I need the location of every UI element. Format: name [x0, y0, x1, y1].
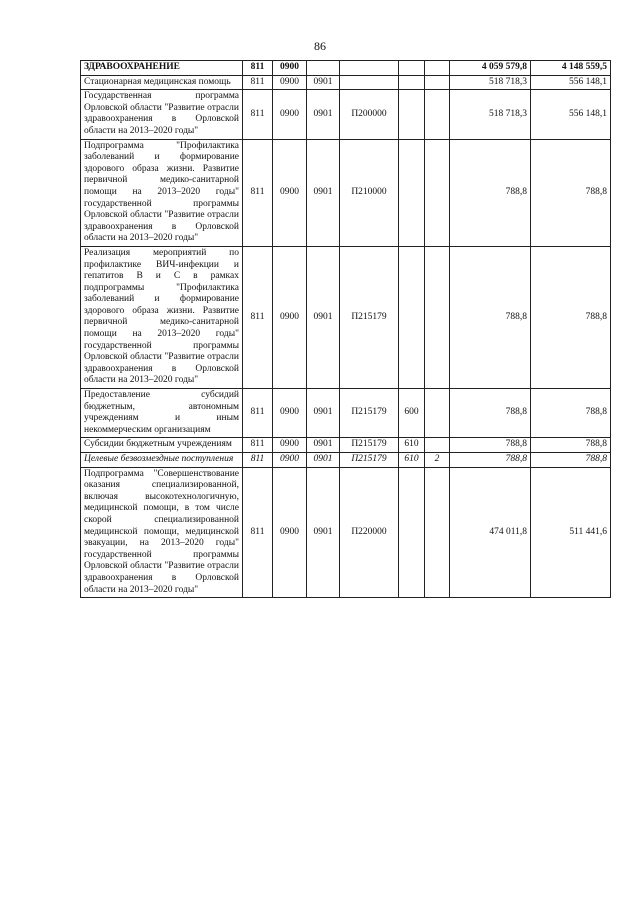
- ved-code: 811: [243, 246, 273, 388]
- amount-year-1: 788,8: [450, 438, 531, 453]
- amount-year-2: 4 148 559,5: [531, 61, 611, 76]
- section-code: 0900: [273, 389, 307, 438]
- amount-year-1: 788,8: [450, 246, 531, 388]
- target-article-code: П215179: [340, 246, 399, 388]
- page-number: 86: [314, 39, 326, 53]
- section-code: 0900: [273, 438, 307, 453]
- amount-year-1: 518 718,3: [450, 75, 531, 90]
- section-code: 0900: [273, 61, 307, 76]
- table-row: [81, 467, 611, 598]
- expense-type-code: 610: [399, 453, 425, 468]
- subsection-code: 0901: [307, 90, 340, 139]
- ved-code: 811: [243, 75, 273, 90]
- expense-type-code: [399, 61, 425, 76]
- target-article-code: П215179: [340, 389, 399, 438]
- section-code: 0900: [273, 90, 307, 139]
- amount-year-1: 474 011,8: [450, 467, 531, 598]
- amount-year-2: 511 441,6: [531, 467, 611, 598]
- amount-year-2: 788,8: [531, 453, 611, 468]
- ved-code: 811: [243, 139, 273, 246]
- row-name: ЗДРАВООХРАНЕНИЕ: [81, 61, 243, 76]
- table-row: [81, 61, 611, 76]
- amount-year-1: 4 059 579,8: [450, 61, 531, 76]
- section-code: 0900: [273, 139, 307, 246]
- source-code: [425, 246, 450, 388]
- section-code: 0900: [273, 467, 307, 598]
- subsection-code: 0901: [307, 438, 340, 453]
- source-code: 2: [425, 453, 450, 468]
- section-code: 0900: [273, 75, 307, 90]
- target-article-code: [340, 75, 399, 90]
- ved-code: 811: [243, 90, 273, 139]
- source-code: [425, 438, 450, 453]
- source-code: [425, 139, 450, 246]
- source-code: [425, 467, 450, 598]
- amount-year-2: 788,8: [531, 438, 611, 453]
- amount-year-1: 518 718,3: [450, 90, 531, 139]
- subsection-code: 0901: [307, 467, 340, 598]
- table-row: [81, 90, 611, 139]
- table-row: [81, 438, 611, 453]
- section-code: 0900: [273, 246, 307, 388]
- row-name: Предоставление субсидий бюджетным, автономным учреждениям и иным некоммерческим организациям: [81, 389, 243, 438]
- target-article-code: П210000: [340, 139, 399, 246]
- subsection-code: 0901: [307, 75, 340, 90]
- target-article-code: П200000: [340, 90, 399, 139]
- row-name: Реализация мероприятий по профилактике ВИЧ-инфекции и гепатитов В и С в рамках подпрограммы "Профилактика заболеваний и формирование здорового образа жизни. Развитие первичной медико-санитарной помощи на 2013–2020 годы" государственной программы Орловской области "Развитие отрасли здравоохранения в Орловской области на 2013–2020 годы": [81, 246, 243, 388]
- ved-code: 811: [243, 61, 273, 76]
- target-article-code: П220000: [340, 467, 399, 598]
- table-row: [81, 246, 611, 388]
- table-row: [81, 139, 611, 246]
- row-name: Стационарная медицинская помощь: [81, 75, 243, 90]
- target-article-code: [340, 61, 399, 76]
- target-article-code: П215179: [340, 438, 399, 453]
- ved-code: 811: [243, 438, 273, 453]
- subsection-code: [307, 61, 340, 76]
- amount-year-2: 556 148,1: [531, 90, 611, 139]
- expense-type-code: [399, 467, 425, 598]
- ved-code: 811: [243, 389, 273, 438]
- subsection-code: 0901: [307, 246, 340, 388]
- expense-type-code: [399, 90, 425, 139]
- table-row: [81, 75, 611, 90]
- amount-year-2: 788,8: [531, 246, 611, 388]
- ved-code: 811: [243, 453, 273, 468]
- ved-code: 811: [243, 467, 273, 598]
- expense-type-code: [399, 246, 425, 388]
- row-name: Государственная программа Орловской области "Развитие отрасли здравоохранения в Орловской области на 2013–2020 годы": [81, 90, 243, 139]
- amount-year-1: 788,8: [450, 389, 531, 438]
- row-name: Подпрограмма "Профилактика заболеваний и формирование здорового образа жизни. Развитие первичной медико-санитарной помощи на 2013–2020 годы" государственной программы Орловской области "Развитие отрасли здравоохранения в Орловской области на 2013–2020 годы": [81, 139, 243, 246]
- amount-year-2: 788,8: [531, 389, 611, 438]
- row-name: Субсидии бюджетным учреждениям: [81, 438, 243, 453]
- subsection-code: 0901: [307, 139, 340, 246]
- section-code: 0900: [273, 453, 307, 468]
- row-name: Подпрограмма "Совершенствование оказания специализированной, включая высокотехнологичную, медицинской помощи, в том числе скорой специализированной медицинской помощи, медицинской эвакуации, на 2013–2020 годы" государственной программы Орловской области "Развитие отрасли здравоохранения в Орловской области на 2013–2020 годы": [81, 467, 243, 598]
- target-article-code: П215179: [340, 453, 399, 468]
- amount-year-2: 788,8: [531, 139, 611, 246]
- table-row: [81, 389, 611, 438]
- expense-type-code: [399, 139, 425, 246]
- amount-year-1: 788,8: [450, 453, 531, 468]
- source-code: [425, 61, 450, 76]
- source-code: [425, 75, 450, 90]
- subsection-code: 0901: [307, 389, 340, 438]
- source-code: [425, 389, 450, 438]
- budget-table: [80, 60, 611, 598]
- amount-year-1: 788,8: [450, 139, 531, 246]
- row-name: Целевые безвозмездные поступления: [81, 453, 243, 468]
- amount-year-2: 556 148,1: [531, 75, 611, 90]
- subsection-code: 0901: [307, 453, 340, 468]
- expense-type-code: 600: [399, 389, 425, 438]
- table-row: [81, 453, 611, 468]
- expense-type-code: 610: [399, 438, 425, 453]
- expense-type-code: [399, 75, 425, 90]
- source-code: [425, 90, 450, 139]
